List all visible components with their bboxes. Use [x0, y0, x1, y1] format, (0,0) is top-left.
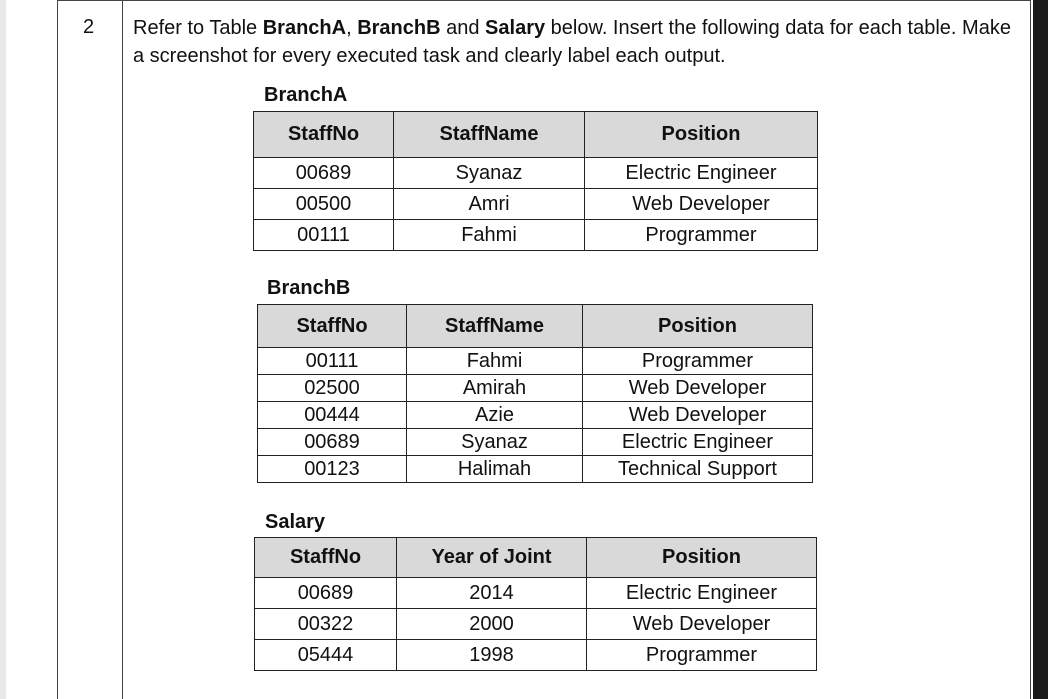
table-cell: 2014: [397, 578, 587, 609]
instruction-text-1: Refer to Table: [133, 17, 263, 39]
frame-top-border: [57, 0, 1030, 1]
table-cell: Programmer: [585, 220, 818, 251]
table-cell: 1998: [397, 640, 587, 671]
table-header-row: [258, 305, 813, 348]
frame-column-divider: [122, 0, 123, 699]
table-header-row: [255, 538, 817, 578]
page-edge-right: [1033, 0, 1048, 699]
frame-right-border: [1030, 0, 1031, 699]
instruction-text-2: ,: [346, 17, 358, 39]
table-cell: Fahmi: [407, 348, 583, 375]
table-row: [254, 189, 818, 220]
table-row: [254, 158, 818, 189]
table-cell: Web Developer: [585, 189, 818, 220]
table-cell: Amirah: [407, 375, 583, 402]
table-cell: 00444: [258, 402, 407, 429]
table-cell: Web Developer: [587, 609, 817, 640]
table-cell: 00689: [255, 578, 397, 609]
table-cell: Fahmi: [394, 220, 585, 251]
instruction-bold-salary: Salary: [485, 17, 546, 39]
table-header-row: [254, 112, 818, 158]
table-row: [254, 220, 818, 251]
page-edge-left: [0, 0, 6, 699]
column-header: StaffName: [407, 305, 583, 348]
column-header: StaffNo: [254, 112, 394, 158]
table-cell: Programmer: [587, 640, 817, 671]
table-cell: Web Developer: [583, 375, 813, 402]
table-cell: Azie: [407, 402, 583, 429]
column-header: StaffNo: [258, 305, 407, 348]
question-instruction: [133, 14, 1013, 70]
table-cell: 00689: [254, 158, 394, 189]
table-row: [258, 456, 813, 483]
table-row: [255, 578, 817, 609]
table-cell: 00123: [258, 456, 407, 483]
table-cell: Technical Support: [583, 456, 813, 483]
table-cell: Electric Engineer: [585, 158, 818, 189]
table-cell: Halimah: [407, 456, 583, 483]
table-cell: 00322: [255, 609, 397, 640]
table-row: [255, 640, 817, 671]
column-header: Position: [585, 112, 818, 158]
brancha-table: [253, 111, 818, 251]
table-cell: Syanaz: [394, 158, 585, 189]
table-cell: Electric Engineer: [583, 429, 813, 456]
instruction-text-3: and: [440, 17, 486, 39]
table-cell: Syanaz: [407, 429, 583, 456]
branchb-table-title: BranchB: [267, 277, 351, 299]
column-header: Position: [587, 538, 817, 578]
column-header: Year of Joint: [397, 538, 587, 578]
instruction-text-4: below. Insert the following data for each table. Make a screenshot for every executed task and clearly label each output.: [133, 17, 1011, 67]
column-header: StaffName: [394, 112, 585, 158]
column-header: Position: [583, 305, 813, 348]
table-cell: 2000: [397, 609, 587, 640]
column-header: StaffNo: [255, 538, 397, 578]
table-cell: 02500: [258, 375, 407, 402]
table-cell: 00689: [258, 429, 407, 456]
table-row: [258, 375, 813, 402]
question-number: 2: [83, 16, 95, 38]
branchb-table: [257, 304, 813, 483]
frame-left-border: [57, 0, 58, 699]
salary-table: [254, 537, 817, 671]
table-row: [258, 348, 813, 375]
table-cell: Electric Engineer: [587, 578, 817, 609]
salary-table-title: Salary: [265, 511, 326, 533]
instruction-bold-brancha: BranchA: [262, 17, 347, 39]
table-cell: 00111: [254, 220, 394, 251]
table-row: [255, 609, 817, 640]
instruction-bold-branchb: BranchB: [357, 17, 441, 39]
table-cell: Amri: [394, 189, 585, 220]
table-cell: Web Developer: [583, 402, 813, 429]
table-cell: Programmer: [583, 348, 813, 375]
table-cell: 00111: [258, 348, 407, 375]
table-row: [258, 402, 813, 429]
table-cell: 00500: [254, 189, 394, 220]
brancha-table-title: BranchA: [264, 84, 348, 106]
table-row: [258, 429, 813, 456]
table-cell: 05444: [255, 640, 397, 671]
